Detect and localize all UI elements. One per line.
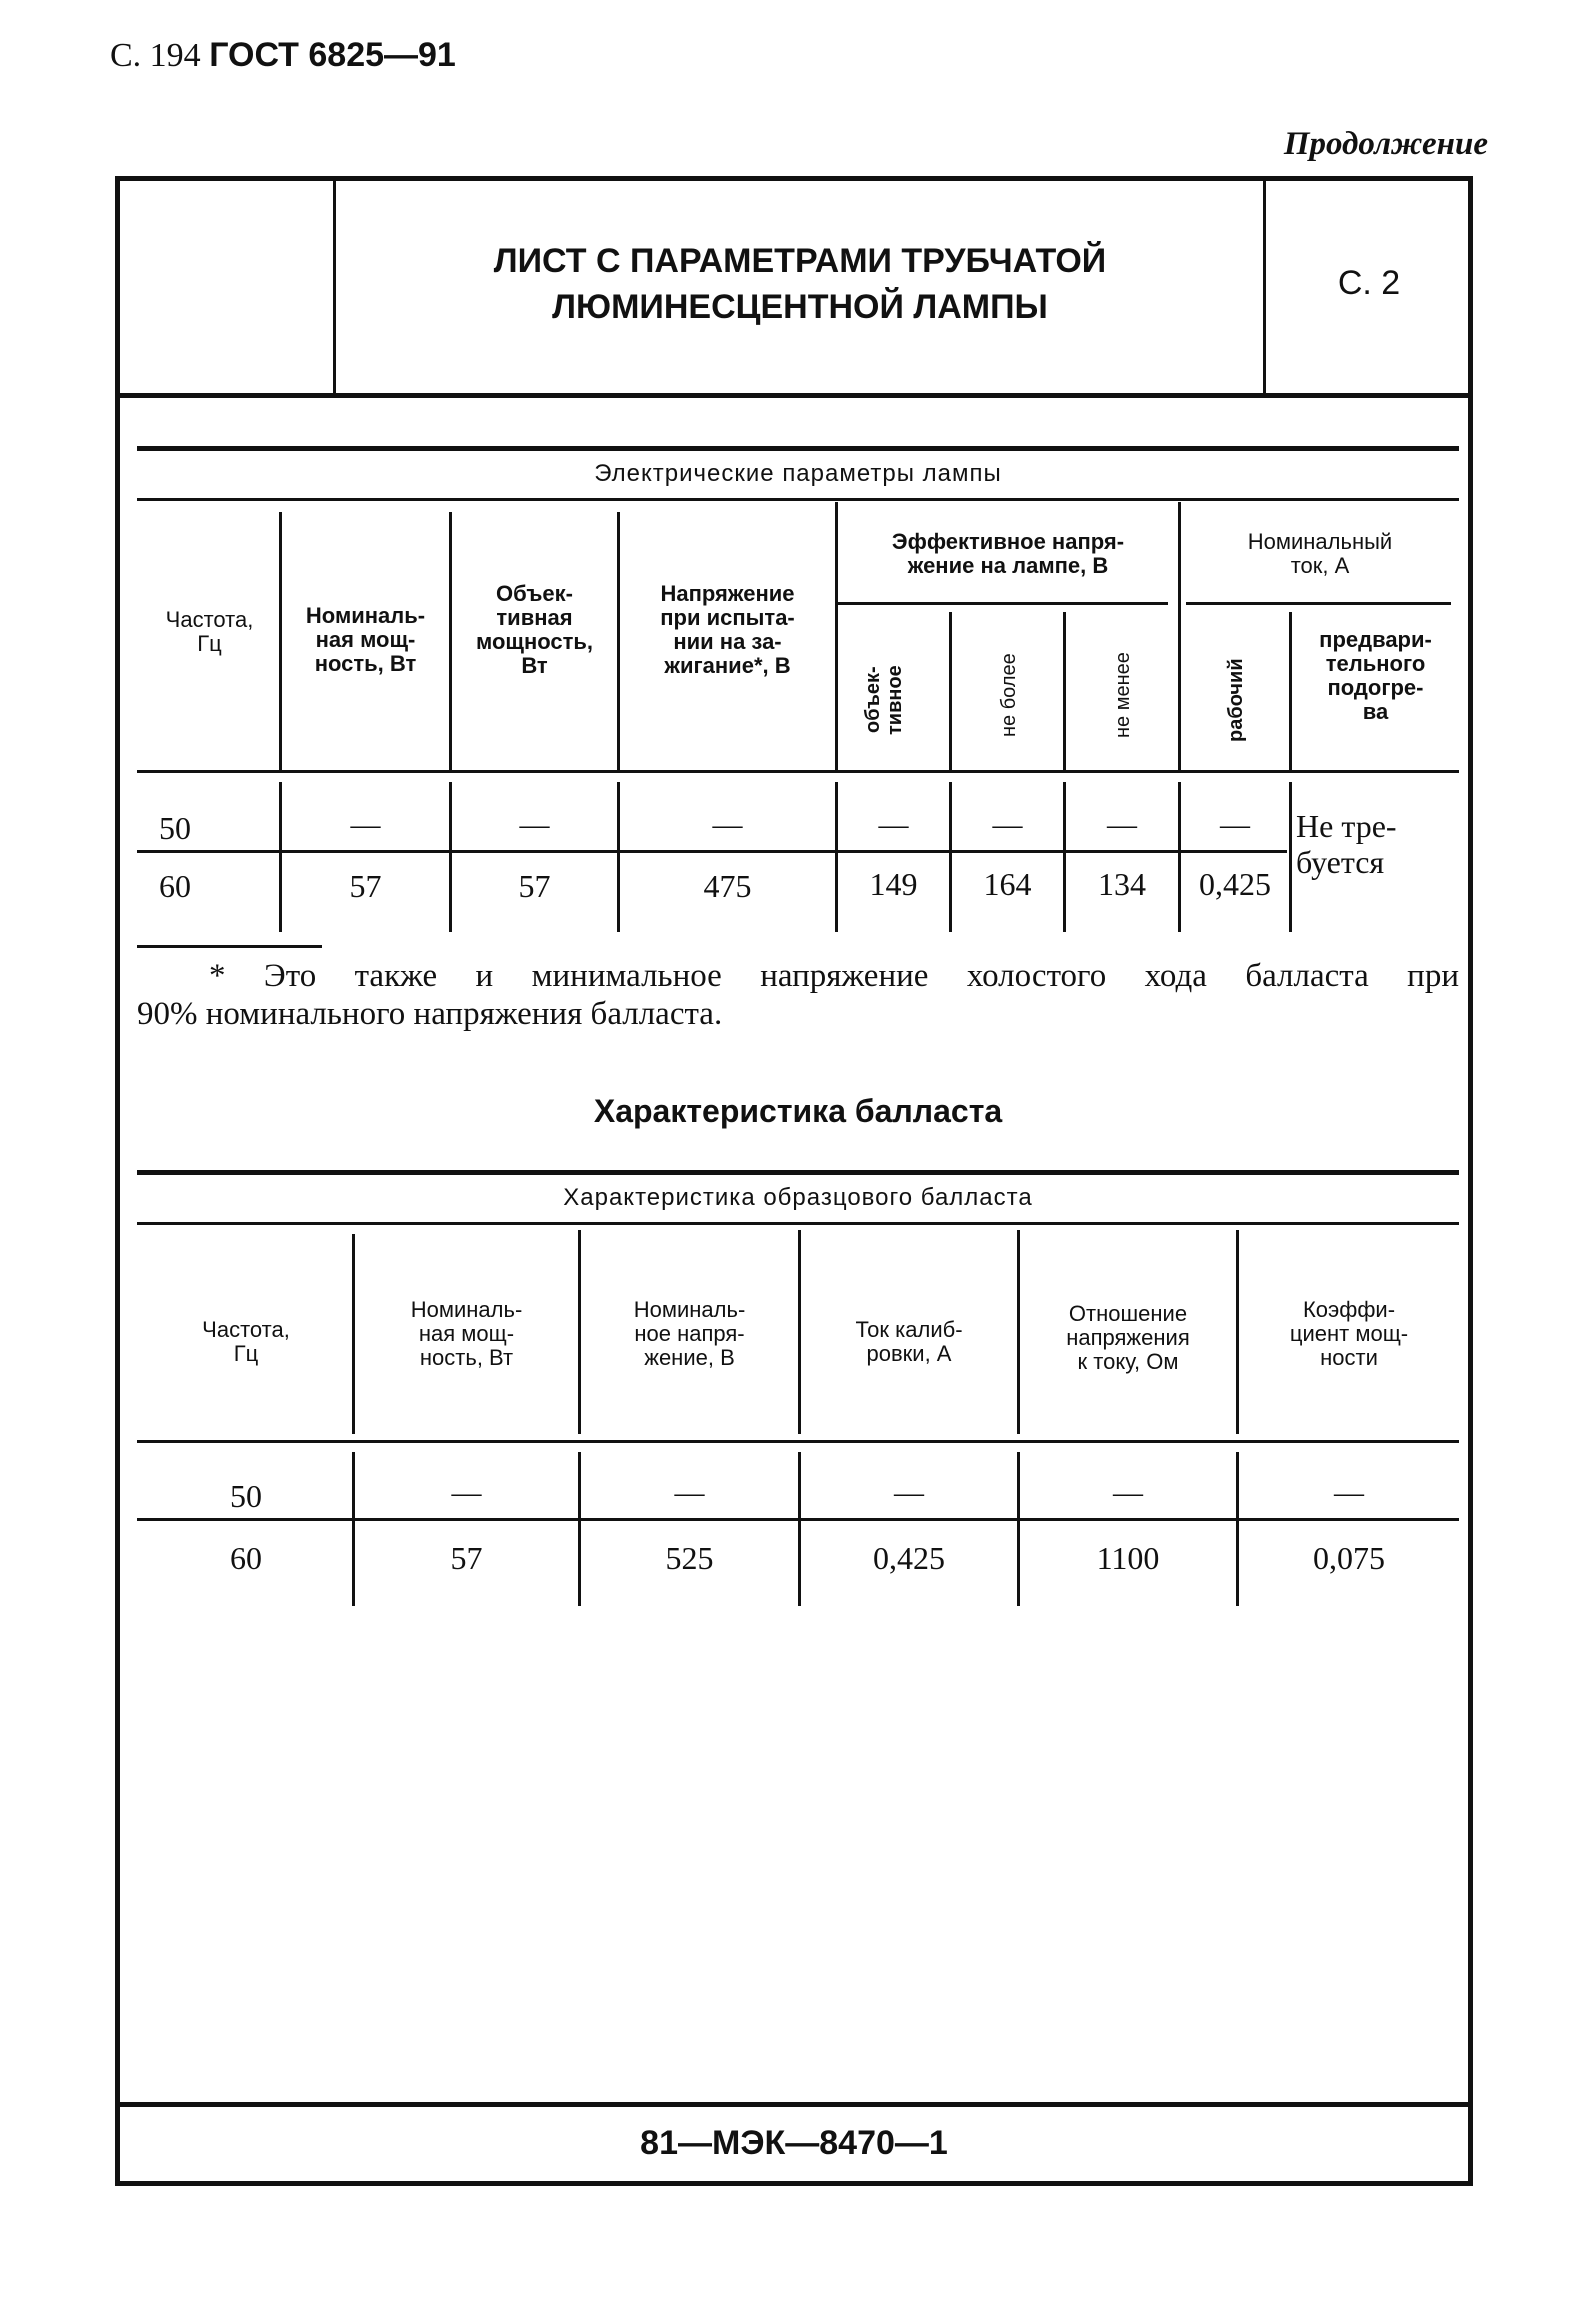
elec-caption: Электрические параметры лампы: [594, 460, 1002, 487]
sheet-title-line2: ЛЮМИНЕСЦЕНТНОЙ ЛАМПЫ: [552, 288, 1048, 326]
ballast-row60-calib: 0,425: [873, 1540, 945, 1576]
elec-row50-freq: 50: [159, 810, 191, 846]
elec-row60-freq: 60: [159, 868, 191, 904]
sheet-title: [335, 238, 1265, 330]
elec-row50-max: —: [992, 808, 1023, 841]
title-bottom-rule: [117, 393, 1471, 398]
elec-header-obj-power: Объек- тивная мощность, Вт: [475, 581, 594, 678]
elec-footnote-line2: 90% номинального напряжения балласта.: [137, 996, 723, 1032]
sheet-page-number: С. 2: [1337, 264, 1401, 302]
ballast-row50-pf: —: [1334, 1476, 1364, 1509]
page-number-prefix: С. 194: [110, 37, 201, 74]
elec-row60-min: 134: [1098, 866, 1146, 902]
ballast-row50-freq: 50: [230, 1478, 262, 1514]
elec-header-freq: Частота, Гц: [165, 607, 254, 656]
elec-body-vline-3: [617, 782, 620, 932]
ballast-header-bottom-rule: [137, 1440, 1459, 1443]
sheet-title-line1: ЛИСТ С ПАРАМЕТРАМИ ТРУБЧАТОЙ: [493, 242, 1107, 280]
elec-group-rule-right: [1186, 602, 1451, 605]
elec-body-vline-6: [1063, 782, 1066, 932]
elec-row50-min: —: [1107, 808, 1137, 841]
elec-top-rule: [137, 446, 1459, 451]
ballast-header-pf: Коэффи- циент мощ- ности: [1289, 1297, 1409, 1370]
elec-row50-ignition: —: [712, 808, 743, 841]
ballast-row60-ratio: 1100: [1096, 1540, 1160, 1576]
elec-body-vline-2: [449, 782, 452, 932]
ballast-caption: Характеристика образцового балласта: [563, 1184, 1033, 1211]
elec-header-eff-voltage: Эффективное напря- жение на лампе, В: [891, 529, 1125, 578]
elec-subheader-preheat: предвари- тельного подогре- ва: [1319, 627, 1432, 724]
sheet-footer-code: 81—МЭК—8470—1: [640, 2124, 948, 2162]
elec-row60-eff: 149: [869, 866, 918, 902]
elec-footnote: [137, 957, 1459, 1033]
elec-row60-power: 57: [349, 868, 382, 904]
page-header: [110, 36, 456, 75]
continuation-label: Продолжение: [1283, 126, 1488, 162]
elec-subheader-objective: объек- тивное: [862, 665, 906, 735]
ballast-header-ratio: Отношение напряжения к току, Ом: [1066, 1301, 1190, 1374]
elec-row60-max: 164: [983, 866, 1032, 902]
ballast-row60-voltage: 525: [665, 1540, 714, 1576]
ballast-header-power: Номиналь- ная мощ- ность, Вт: [410, 1297, 523, 1370]
elec-body-vline-1: [279, 782, 282, 932]
elec-row50-eff: —: [878, 808, 909, 841]
elec-header-nominal-current: Номинальный ток, А: [1247, 529, 1393, 578]
ballast-caption-rule: [137, 1222, 1459, 1225]
document-code: ГОСТ 6825—91: [209, 36, 456, 74]
elec-row50-power: —: [350, 808, 381, 841]
elec-subheader-max: не более: [998, 653, 1020, 737]
elec-row60-working: 0,425: [1199, 866, 1271, 902]
elec-row60-ignition: 475: [703, 868, 752, 904]
ballast-heading: Характеристика балласта: [593, 1093, 1003, 1129]
ballast-row60-freq: 60: [230, 1540, 262, 1576]
elec-vline-5: [949, 612, 952, 772]
elec-row50-obj-power: —: [519, 808, 550, 841]
elec-row60-obj-power: 57: [518, 868, 551, 904]
ballast-row50-power: —: [451, 1476, 482, 1509]
ballast-header-freq: Частота, Гц: [202, 1317, 290, 1366]
elec-bottom-rule-short: [137, 945, 322, 948]
ballast-header-calib-current: Ток калиб- ровки, А: [855, 1317, 963, 1366]
elec-header-power: Номиналь- ная мощ- ность, Вт: [305, 603, 426, 676]
elec-header-ignition: Напряжение при испыта- нии на за- жигание*, В: [660, 581, 795, 678]
elec-subheader-min: не менее: [1112, 652, 1134, 738]
ballast-row60-power: 57: [450, 1540, 483, 1576]
elec-row50-working: —: [1220, 808, 1250, 841]
elec-preheat-merged: Не тре- буется: [1296, 808, 1397, 880]
elec-body-vline-7: [1178, 782, 1181, 932]
elec-group-rule-left: [838, 602, 1168, 605]
ballast-header-voltage: Номиналь- ное напря- жение, В: [633, 1297, 746, 1370]
elec-header-bottom-rule: [137, 770, 1459, 773]
ballast-row-divider: [137, 1518, 1459, 1521]
elec-row-divider: [137, 850, 1287, 853]
ballast-row50-ratio: —: [1113, 1476, 1143, 1509]
elec-vline-6: [1063, 612, 1066, 772]
ballast-row60-pf: 0,075: [1313, 1540, 1385, 1576]
ballast-row50-voltage: —: [674, 1476, 705, 1509]
ballast-row50-calib: —: [894, 1476, 924, 1509]
footer-top-rule: [117, 2102, 1471, 2107]
ballast-top-rule: [137, 1170, 1459, 1175]
elec-subheader-working: рабочий: [1225, 658, 1247, 742]
elec-body-vline-4: [835, 782, 838, 932]
elec-body-vline-8: [1289, 782, 1292, 932]
elec-caption-rule: [137, 498, 1459, 501]
elec-body-vline-5: [949, 782, 952, 932]
elec-footnote-line1: * Это также и минимальное напряжение холостого хода балласта при: [209, 958, 1459, 994]
